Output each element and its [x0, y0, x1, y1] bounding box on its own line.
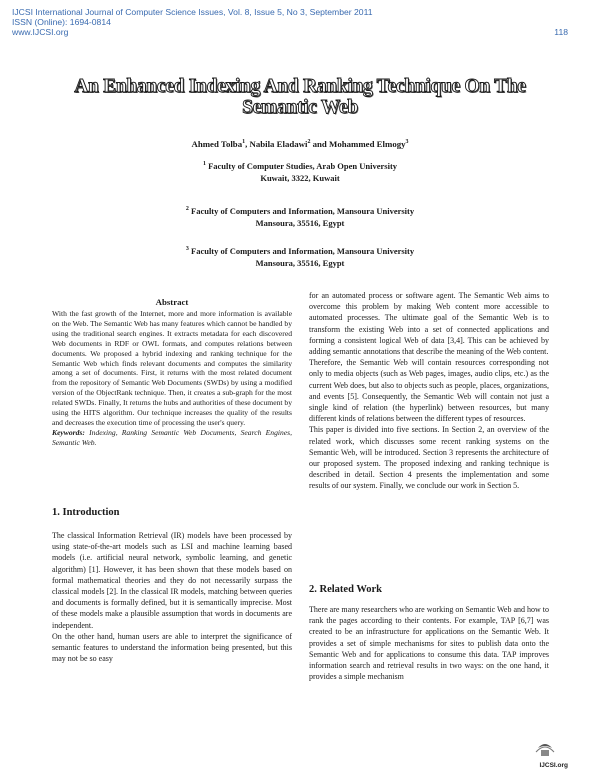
right-column-paragraph-2: Therefore, the Semantic Web will contain resources corresponding not only to media objects (such as Web pages, images, audio clips, etc.) as the current Web does, but also to objects such as people, places, organizations, and events [5]. Consequently, the Semantic Web will contain not just a single kind of relation (the hyperlink) between resources, but many different kinds of relations between the different types of resources. — [309, 358, 549, 424]
section-2-body — [309, 604, 549, 682]
affiliation-3 — [0, 243, 600, 270]
affiliation-2 — [0, 203, 600, 230]
author-list: Ahmed Tolba$^1$, Nabila Eladawi$^2$ and Mohammed Elmogy$^3$ — [191, 139, 409, 149]
keywords-text: Indexing, Ranking Semantic Web Documents, Search Engines, Semantic Web. — [52, 427, 292, 447]
affiliation-3-line1: Faculty of Computers and Information, Mansoura University — [191, 245, 415, 256]
affiliation-1 — [0, 158, 600, 185]
journal-header-url[interactable]: www.IJCSI.org — [12, 27, 69, 38]
affiliation-3-line2: Mansoura, 35516, Egypt — [255, 258, 345, 269]
author-3: Mohammed Elmogy — [329, 139, 406, 149]
section-2-heading: 2. Related Work — [309, 584, 383, 595]
right-column-paragraph-3: This paper is divided into five sections. In Section 2, an overview of the related work, which discusses some recent ranking systems on the Semantic Web, will be introduced. Section 3 represents the architecture of our proposed system. The proposed indexing and ranking technique is described in detail. Section 4 presents the implementation and some results of our system. Finally, we conclude our work in Section 5. — [309, 425, 549, 491]
journal-header-issn: ISSN (Online): 1694-0814 — [12, 17, 111, 28]
abstract-body — [52, 309, 292, 448]
affiliation-3-sup: 3 — [185, 246, 189, 252]
paper-title-line2: Semantic Web — [242, 97, 358, 118]
keywords-label: Keywords: — [52, 427, 85, 437]
right-column-body — [309, 290, 549, 492]
affiliation-1-line2: Kuwait, 3322, Kuwait — [260, 173, 340, 184]
journal-header — [12, 7, 572, 38]
author-2-sup: 2 — [307, 139, 311, 146]
section-1-paragraph-2: On the other hand, human users are able to interpret the significance of semantic features to understand the information being presented, but this may not be so easy — [52, 631, 292, 664]
affiliation-2-line2: Mansoura, 35516, Egypt — [255, 218, 345, 229]
section-2-paragraph-1: There are many researchers who are working on Semantic Web and how to rank the pages according to their contents. For example, TAP [6,7] was created to be an infrastructure for applications on the Semantic Web. It provides a set of simple mechanisms for sites to publish data onto the Semantic Web and for applications to consume this data. TAP improves information search and retrieval results in two ways: on the one hand, it provides a simple mechanism — [309, 605, 550, 682]
keywords — [52, 428, 292, 448]
journal-header-line1: IJCSI International Journal of Computer Science Issues, Vol. 8, Issue 5, No 3, September 2011 — [12, 7, 373, 17]
affiliation-2-line1: Faculty of Computers and Information, Mansoura University — [191, 205, 415, 216]
abstract-heading: Abstract — [155, 297, 189, 307]
author-3-sup: 3 — [405, 139, 409, 146]
right-column-paragraph-1: for an automated process or software agent. The Semantic Web aims to overcome this problem by making Web content more accessible to automated processes. The ultimate goal of the Semantic Web is to transform the existing Web into a set of connected applications and forming a consistent logical Web of data [3,4]. This can be achieved by adding semantic annotations that describe the meaning of the Web content. — [309, 291, 549, 357]
section-1-body — [52, 530, 292, 664]
footer-logo-text: IJCSI.org — [539, 762, 568, 769]
section-1-heading: 1. Introduction — [52, 507, 120, 518]
paper-title-line1: An Enhanced Indexing And Ranking Technique On The — [74, 76, 526, 97]
affiliation-2-sup: 2 — [185, 206, 189, 212]
abstract-text: With the fast growth of the Internet, more and more information is available on the Web. The Semantic Web has many features which cannot be handled by using the traditional search engines. It extracts metadata for each discovered Web documents in RDF or OWL formats, and computes relations between documents. We proposed a hybrid indexing and ranking technique for the Semantic Web which finds relevant documents and computes the similarity among a set of documents. First, it returns with the most related document from the repository of Semantic Web Documents (SWDs) by using a modified version of the ObjectRank technique. Then, it creates a sub-graph for the most related SWDs. Finally, It returns the hubs and authorities of these document by using the HITS algorithm. Our technique increases the quality of the results and decreases the execution time of processing the user's query. — [52, 309, 292, 427]
affiliation-1-line1: Faculty of Computer Studies, Arab Open University — [208, 160, 398, 171]
author-1: Ahmed Tolba — [191, 139, 243, 149]
author-1-sup: 1 — [242, 139, 246, 146]
affiliation-1-sup: 1 — [202, 161, 206, 167]
page-number: 118 — [554, 27, 568, 37]
section-1-paragraph-1: The classical Information Retrieval (IR) models have been processed by using state-of-the-art models such as LSI and machine learning based models (i.e. artificial neural network, symbolic learning, and genetic algorithm) [1]. However, it has been shown that these models based on formal mathematical theories and they do not necessarily surpass the classical models [2]. In the classical IR models, matching between queries and documents is formally defined, but it is semantically imprecise. Most of these models make a plausible assumption that words in documents are independent. — [52, 531, 292, 630]
paper-title — [60, 76, 540, 118]
author-2: Nabila Eladawi — [249, 139, 308, 149]
